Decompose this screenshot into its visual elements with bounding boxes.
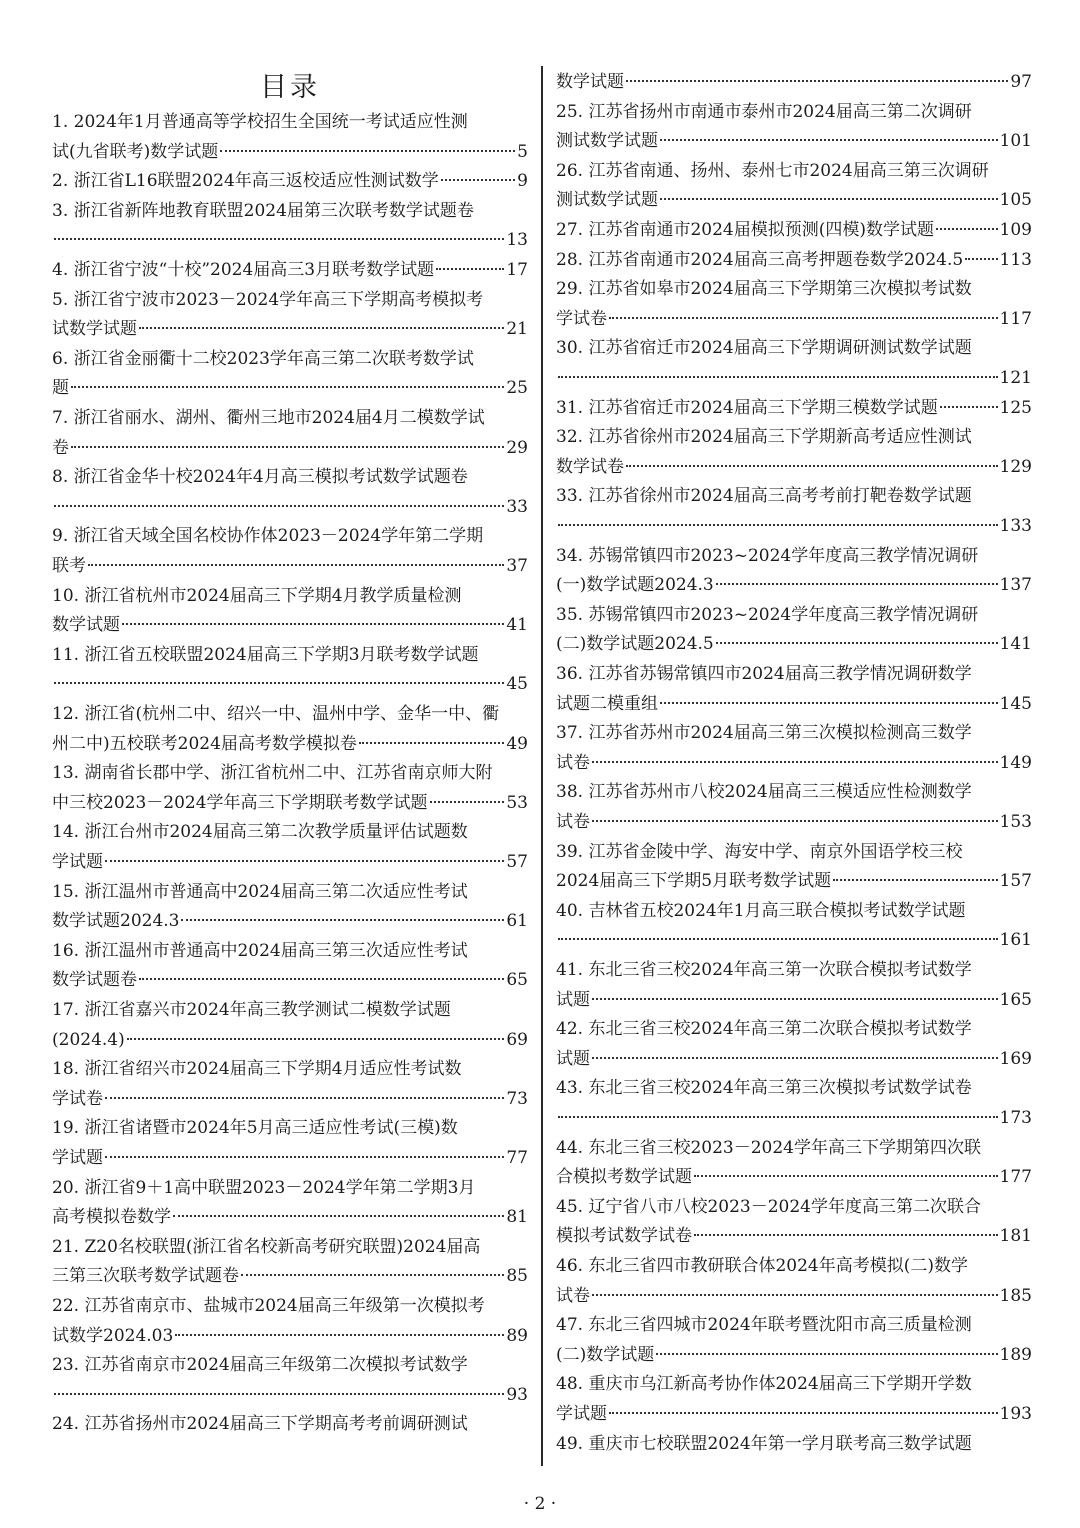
toc-entry-text: 州二中)五校联考2024届高考数学模拟卷 — [52, 733, 357, 754]
toc-page-number: 97 — [1010, 72, 1032, 92]
toc-entry-text: 模拟考试数学试卷 — [556, 1226, 692, 1247]
toc-line — [52, 434, 528, 464]
dot-leader — [359, 742, 504, 744]
toc-entry-text: 高考模拟卷数学 — [52, 1207, 171, 1228]
toc-page-number: 89 — [506, 1325, 528, 1346]
toc-entry-text: 49. 重庆市七校联盟2024年第一学月联考高三数学试题 — [556, 1433, 972, 1454]
toc-entry-text: 数学试题卷 — [52, 970, 137, 991]
toc-line — [556, 305, 1032, 335]
toc-page-number: 181 — [999, 1226, 1032, 1247]
toc-line — [556, 394, 1032, 424]
toc-line — [52, 286, 528, 316]
dot-leader — [71, 386, 504, 388]
toc-entry-text: 4. 浙江省宁波“十校”2024届高三3月联考数学试题 — [52, 260, 435, 280]
page-number: · 2 · — [523, 1494, 557, 1514]
toc-entry-text: 33. 江苏省徐州市2024届高三高考考前打靶卷数学试题 — [556, 486, 972, 507]
toc-line — [556, 246, 1032, 276]
toc-entry-text: 数学试题 — [556, 72, 624, 92]
toc-line — [52, 226, 528, 256]
column-divider — [541, 66, 543, 1466]
toc-entry-text: 学试题 — [556, 1404, 607, 1424]
toc-entry-text: 学试题 — [52, 1148, 103, 1168]
toc-entry-text: 试卷 — [556, 1285, 590, 1306]
toc-entry-text: 21. Z20名校联盟(浙江省名校新高考研究联盟)2024届高 — [52, 1236, 481, 1257]
toc-entry-text: 12. 浙江省(杭州二中、绍兴一中、温州中学、金华一中、衢 — [52, 704, 500, 724]
dot-leader — [127, 1038, 505, 1040]
toc-line — [556, 897, 1032, 927]
toc-entry-text: (2024.4) — [52, 1029, 125, 1050]
toc-line — [556, 157, 1032, 187]
toc-page-number: 161 — [999, 930, 1032, 951]
toc-entry-text: 测试数学试题 — [556, 190, 658, 211]
toc-line — [556, 334, 1032, 364]
toc-line — [556, 364, 1032, 394]
page-title: 目录 — [260, 72, 320, 103]
toc-line — [52, 1381, 528, 1411]
toc-line — [556, 1193, 1032, 1223]
toc-page-number: 109 — [999, 220, 1032, 240]
toc-page-number: 141 — [999, 634, 1032, 655]
toc-entry-text: 10. 浙江省杭州市2024届高三下学期4月教学质量检测 — [52, 585, 462, 606]
toc-entry-text: 三第三次联考数学试题卷 — [52, 1266, 239, 1287]
toc-line — [556, 630, 1032, 660]
toc-entry-text: 试题 — [556, 1048, 590, 1069]
dot-leader — [965, 258, 997, 260]
toc-entry-text: 43. 东北三省三校2024年高三第三次模拟考试数学试卷 — [556, 1078, 972, 1099]
toc-line — [52, 1322, 528, 1352]
toc-line — [556, 423, 1032, 453]
toc-line — [556, 482, 1032, 512]
toc-entry-text: 数学试卷 — [556, 456, 624, 477]
toc-entry-text: (二)数学试题 — [556, 1344, 655, 1365]
toc-line — [52, 1085, 528, 1115]
dot-leader — [694, 1175, 998, 1177]
toc-line — [52, 1114, 528, 1144]
toc-entry-text: 1. 2024年1月普通高等学校招生全国统一考试适应性测 — [52, 112, 468, 132]
dot-leader — [54, 682, 504, 684]
toc-line — [52, 759, 528, 789]
dot-leader — [592, 1057, 998, 1059]
toc-entry-text: 37. 江苏省苏州市2024届高三第三次模拟检测高三数学 — [556, 723, 972, 744]
toc-entry-text: 试(九省联考)数学试题 — [52, 141, 219, 162]
toc-entry-text: 学试题 — [52, 852, 103, 872]
dot-leader — [626, 80, 1008, 82]
toc-line — [52, 582, 528, 612]
toc-entry-text: 9. 浙江省天域全国名校协作体2023－2024学年第二学期 — [52, 526, 484, 547]
toc-page-number: 121 — [999, 368, 1032, 388]
toc-page-number: 69 — [506, 1029, 528, 1050]
toc-line — [556, 1252, 1032, 1282]
toc-line — [556, 1341, 1032, 1371]
toc-page-number: 13 — [506, 230, 528, 251]
toc-page-number: 5 — [517, 141, 528, 162]
toc-entry-text: 2024届高三下学期5月联考数学试题 — [556, 871, 832, 892]
toc-page-number: 45 — [506, 674, 528, 695]
dot-leader — [71, 446, 504, 448]
toc-line — [556, 719, 1032, 749]
toc-page-number: 153 — [999, 812, 1032, 832]
dot-leader — [175, 1334, 504, 1336]
toc-line — [556, 542, 1032, 572]
toc-page-number: 173 — [999, 1108, 1032, 1128]
toc-line — [52, 966, 528, 996]
toc-entry-text: 48. 重庆市乌江新高考协作体2024届高三下学期开学数 — [556, 1374, 972, 1395]
toc-page-number: 37 — [506, 556, 528, 576]
toc-entry-text: 26. 江苏省南通、扬州、泰州七市2024届高三第三次调研 — [556, 160, 989, 181]
toc-line — [52, 937, 528, 967]
toc-entry-text: 29. 江苏省如皋市2024届高三下学期第三次模拟考试数 — [556, 279, 972, 300]
toc-page-number: 185 — [999, 1285, 1032, 1306]
toc-page-number: 189 — [999, 1344, 1032, 1365]
dot-leader — [139, 327, 504, 329]
dot-leader — [558, 1116, 998, 1118]
toc-entry-text: 13. 湖南省长郡中学、浙江省杭州二中、江苏省南京师大附 — [52, 763, 493, 784]
dot-leader — [609, 317, 998, 319]
dot-leader — [105, 1156, 504, 1158]
dot-leader — [936, 228, 998, 230]
toc-page-number: 77 — [506, 1148, 528, 1168]
toc-page-number: 113 — [999, 249, 1032, 270]
toc-line — [52, 878, 528, 908]
toc-line — [556, 1163, 1032, 1193]
toc-entry-text: 7. 浙江省丽水、湖州、衢州三地市2024届4月二模数学试 — [52, 408, 485, 428]
dot-leader — [173, 1215, 504, 1217]
toc-line — [52, 1351, 528, 1381]
toc-line — [556, 98, 1032, 128]
toc-page-number: 157 — [999, 871, 1032, 892]
toc-line — [52, 700, 528, 730]
toc-line — [52, 907, 528, 937]
dot-leader — [139, 978, 504, 980]
toc-line — [52, 552, 528, 582]
toc-line — [52, 493, 528, 523]
toc-line — [52, 611, 528, 641]
toc-line — [556, 1400, 1032, 1430]
toc-line — [52, 641, 528, 671]
toc-entry-text: 试题 — [556, 989, 590, 1010]
toc-entry-text: 11. 浙江省五校联盟2024届高三下学期3月联考数学试题 — [52, 644, 479, 665]
toc-line — [52, 1055, 528, 1085]
toc-entry-text: 学试卷 — [52, 1088, 103, 1109]
toc-line — [52, 1144, 528, 1174]
dot-leader — [122, 623, 504, 625]
dot-leader — [660, 702, 998, 704]
dot-leader — [716, 642, 998, 644]
toc-entry-text: 25. 江苏省扬州市南通市泰州市2024届高三第二次调研 — [556, 101, 972, 122]
toc-line — [556, 1311, 1032, 1341]
toc-entry-text: 41. 东北三省三校2024年高三第一次联合模拟考试数学 — [556, 960, 972, 980]
toc-entry-text: 23. 江苏省南京市2024届高三年级第二次模拟考试数学 — [52, 1355, 468, 1376]
dot-leader — [660, 198, 998, 200]
dot-leader — [609, 1412, 998, 1414]
dot-leader — [626, 465, 998, 467]
dot-leader — [694, 1234, 998, 1236]
toc-entry-text: 27. 江苏省南通市2024届模拟预测(四模)数学试题 — [556, 220, 934, 240]
dot-leader — [592, 820, 998, 822]
dot-leader — [833, 879, 997, 881]
toc-line — [556, 1282, 1032, 1312]
dot-leader — [592, 998, 998, 1000]
toc-entry-text: 28. 江苏省南通市2024届高三高考押题卷数学2024.5 — [556, 249, 964, 270]
dot-leader — [716, 583, 998, 585]
toc-entry-text: 5. 浙江省宁波市2023－2024学年高三下学期高考模拟考 — [52, 289, 484, 310]
toc-line — [52, 1292, 528, 1322]
toc-entry-text: 试数学试题 — [52, 319, 137, 340]
toc-entry-text: 45. 辽宁省八市八校2023－2024学年度高三第二次联合 — [556, 1196, 981, 1217]
toc-line — [52, 256, 528, 286]
toc-page-number: 101 — [999, 131, 1032, 152]
toc-line — [556, 1134, 1032, 1164]
toc-page-number: 105 — [999, 190, 1032, 211]
toc-entry-text: 3. 浙江省新阵地教育联盟2024届第三次联考数学试题卷 — [52, 200, 474, 221]
dot-leader — [105, 1097, 504, 1099]
toc-page-number: 165 — [999, 989, 1032, 1010]
dot-leader — [660, 139, 998, 141]
toc-line — [52, 818, 528, 848]
dot-leader — [558, 376, 998, 378]
toc-line — [556, 1074, 1032, 1104]
toc-page-number: 17 — [506, 260, 528, 280]
toc-page-number: 133 — [999, 516, 1032, 536]
toc-entry-text: 15. 浙江温州市普通高中2024届高三第二次适应性考试 — [52, 881, 468, 902]
toc-page-number: 41 — [506, 615, 528, 636]
toc-page-number: 129 — [999, 456, 1032, 477]
toc-page-number: 65 — [506, 970, 528, 991]
toc-line — [52, 1410, 528, 1440]
toc-line — [556, 778, 1032, 808]
toc-page-number: 29 — [506, 437, 528, 458]
toc-page-number: 169 — [999, 1048, 1032, 1069]
toc-entry-text: 测试数学试题 — [556, 131, 658, 152]
toc-entry-text: 数学试题2024.3 — [52, 911, 180, 932]
toc-page-number: 149 — [999, 752, 1032, 773]
toc-line — [556, 986, 1032, 1016]
toc-page-number: 9 — [517, 171, 528, 192]
toc-line — [52, 1026, 528, 1056]
toc-entry-text: 数学试题 — [52, 615, 120, 636]
dot-leader — [220, 150, 515, 152]
toc-line — [556, 512, 1032, 542]
toc-line — [52, 730, 528, 760]
toc-line — [52, 670, 528, 700]
toc-entry-text: 46. 东北三省四市教研联合体2024年高考模拟(二)数学 — [556, 1256, 968, 1276]
toc-entry-text: 35. 苏锡常镇四市2023~2024学年度高三教学情况调研 — [556, 604, 979, 625]
toc-page-number: 57 — [506, 852, 528, 872]
toc-entry-text: 22. 江苏省南京市、盐城市2024届高三年级第一次模拟考 — [52, 1296, 485, 1316]
dot-leader — [54, 1393, 504, 1395]
toc-line — [52, 848, 528, 878]
toc-page-number: 85 — [506, 1266, 528, 1287]
toc-entry-text: 39. 江苏省金陵中学、海安中学、南京外国语学校三校 — [556, 841, 963, 862]
toc-line — [556, 749, 1032, 779]
toc-page-number: 25 — [506, 378, 528, 399]
toc-entry-text: (二)数学试题2024.5 — [556, 634, 714, 655]
toc-line — [52, 789, 528, 819]
toc-page-number: 61 — [506, 911, 528, 932]
toc-entry-text: 14. 浙江台州市2024届高三第二次教学质量评估试题数 — [52, 822, 468, 843]
toc-entry-text: 20. 浙江省9＋1高中联盟2023－2024学年第二学期3月 — [52, 1177, 476, 1198]
toc-entry-text: 44. 东北三省三校2023－2024学年高三下学期第四次联 — [556, 1137, 981, 1158]
toc-entry-text: 31. 江苏省宿迁市2024届高三下学期三模数学试题 — [556, 397, 938, 418]
toc-entry-text: 24. 江苏省扬州市2024届高三下学期高考考前调研测试 — [52, 1414, 468, 1435]
toc-entry-text: 42. 东北三省三校2024年高三第二次联合模拟考试数学 — [556, 1019, 972, 1040]
toc-line — [52, 463, 528, 493]
toc-entry-text: 40. 吉林省五校2024年1月高三联合模拟考试数学试题 — [556, 900, 966, 921]
toc-line — [556, 1104, 1032, 1134]
dot-leader — [592, 761, 998, 763]
dot-leader — [54, 238, 504, 240]
toc-line — [556, 808, 1032, 838]
dot-leader — [592, 1294, 998, 1296]
toc-line — [52, 1174, 528, 1204]
toc-page-number: 177 — [999, 1167, 1032, 1188]
dot-leader — [656, 1353, 997, 1355]
toc-line — [52, 167, 528, 197]
toc-entry-text: (一)数学试题2024.3 — [556, 575, 714, 596]
toc-line — [556, 926, 1032, 956]
toc-entry-text: 17. 浙江省嘉兴市2024年高三教学测试二模数学试题 — [52, 1000, 451, 1020]
toc-line — [52, 138, 528, 168]
toc-entry-text: 中三校2023－2024学年高三下学期联考数学试题 — [52, 792, 428, 813]
toc-entry-text: 8. 浙江省金华十校2024年4月高三模拟考试数学试题卷 — [52, 467, 468, 488]
toc-page-number: 137 — [999, 575, 1032, 596]
toc-line — [556, 275, 1032, 305]
toc-page-number: 21 — [506, 319, 528, 340]
dot-leader — [54, 505, 504, 507]
toc-page-number: 81 — [506, 1207, 528, 1228]
toc-entry-text: 38. 江苏省苏州市八校2024届高三三模适应性检测数学 — [556, 782, 972, 803]
toc-line — [52, 522, 528, 552]
toc-line — [52, 197, 528, 227]
dot-leader — [430, 801, 505, 803]
toc-line — [556, 838, 1032, 868]
toc-line — [52, 315, 528, 345]
toc-entry-text: 6. 浙江省金丽衢十二校2023学年高三第二次联考数学试 — [52, 348, 474, 369]
dot-leader — [241, 1274, 504, 1276]
toc-entry-text: 32. 江苏省徐州市2024届高三下学期新高考适应性测试 — [556, 427, 972, 448]
toc-line — [556, 1370, 1032, 1400]
toc-line — [52, 374, 528, 404]
dot-leader — [558, 524, 998, 526]
toc-entry-text: 30. 江苏省宿迁市2024届高三下学期调研测试数学试题 — [556, 338, 972, 359]
toc-entry-text: 试题二模重组 — [556, 693, 658, 714]
dot-leader — [441, 179, 515, 181]
toc-entry-text: 学试卷 — [556, 308, 607, 329]
toc-entry-text: 18. 浙江省绍兴市2024届高三下学期4月适应性考试数 — [52, 1059, 462, 1080]
toc-page-number: 117 — [999, 308, 1032, 329]
toc-entry-text: 16. 浙江温州市普通高中2024届高三第三次适应性考试 — [52, 940, 468, 961]
toc-entry-text: 题 — [52, 378, 69, 399]
toc-line — [52, 345, 528, 375]
toc-page-number: 125 — [999, 397, 1032, 418]
toc-line — [556, 186, 1032, 216]
toc-line — [52, 1233, 528, 1263]
toc-line — [556, 660, 1032, 690]
toc-page-number: 93 — [506, 1384, 528, 1405]
toc-line — [556, 690, 1032, 720]
toc-page-number: 33 — [506, 496, 528, 517]
toc-line — [556, 956, 1032, 986]
toc-line — [52, 108, 528, 138]
toc-line — [556, 1222, 1032, 1252]
toc-page-number: 49 — [506, 733, 528, 754]
toc-page-number: 145 — [999, 693, 1032, 714]
toc-line — [556, 867, 1032, 897]
toc-line — [52, 1203, 528, 1233]
toc-entry-text: 合模拟考数学试题 — [556, 1167, 692, 1188]
toc-entry-text: 试卷 — [556, 812, 590, 832]
toc-line — [556, 68, 1032, 98]
toc-page-number: 193 — [999, 1404, 1032, 1424]
dot-leader — [88, 564, 504, 566]
toc-line — [556, 1430, 1032, 1460]
toc-entry-text: 试数学2024.03 — [52, 1325, 174, 1346]
toc-line — [52, 404, 528, 434]
toc-line — [556, 601, 1032, 631]
toc-entry-text: 36. 江苏省苏锡常镇四市2024届高三教学情况调研数学 — [556, 664, 972, 684]
toc-entry-text: 34. 苏锡常镇四市2023~2024学年度高三教学情况调研 — [556, 545, 979, 566]
toc-line — [52, 1262, 528, 1292]
dot-leader — [558, 938, 998, 940]
toc-page-number: 53 — [506, 792, 528, 813]
dot-leader — [181, 919, 504, 921]
toc-page-number: 73 — [506, 1088, 528, 1109]
toc-entry-text: 卷 — [52, 437, 69, 458]
toc-entry-text: 2. 浙江省L16联盟2024年高三返校适应性测试数学 — [52, 171, 439, 192]
dot-leader — [105, 860, 504, 862]
toc-line — [52, 996, 528, 1026]
toc-line — [556, 571, 1032, 601]
toc-entry-text: 19. 浙江省诸暨市2024年5月高三适应性考试(三模)数 — [52, 1118, 458, 1139]
toc-entry-text: 试卷 — [556, 752, 590, 773]
toc-line — [556, 1045, 1032, 1075]
toc-entry-text: 联考 — [52, 556, 86, 576]
toc-line — [556, 127, 1032, 157]
toc-line — [556, 216, 1032, 246]
toc-entry-text: 47. 东北三省四城市2024年联考暨沈阳市高三质量检测 — [556, 1315, 972, 1336]
toc-line — [556, 453, 1032, 483]
dot-leader — [436, 268, 504, 270]
dot-leader — [940, 406, 998, 408]
toc-line — [556, 1015, 1032, 1045]
